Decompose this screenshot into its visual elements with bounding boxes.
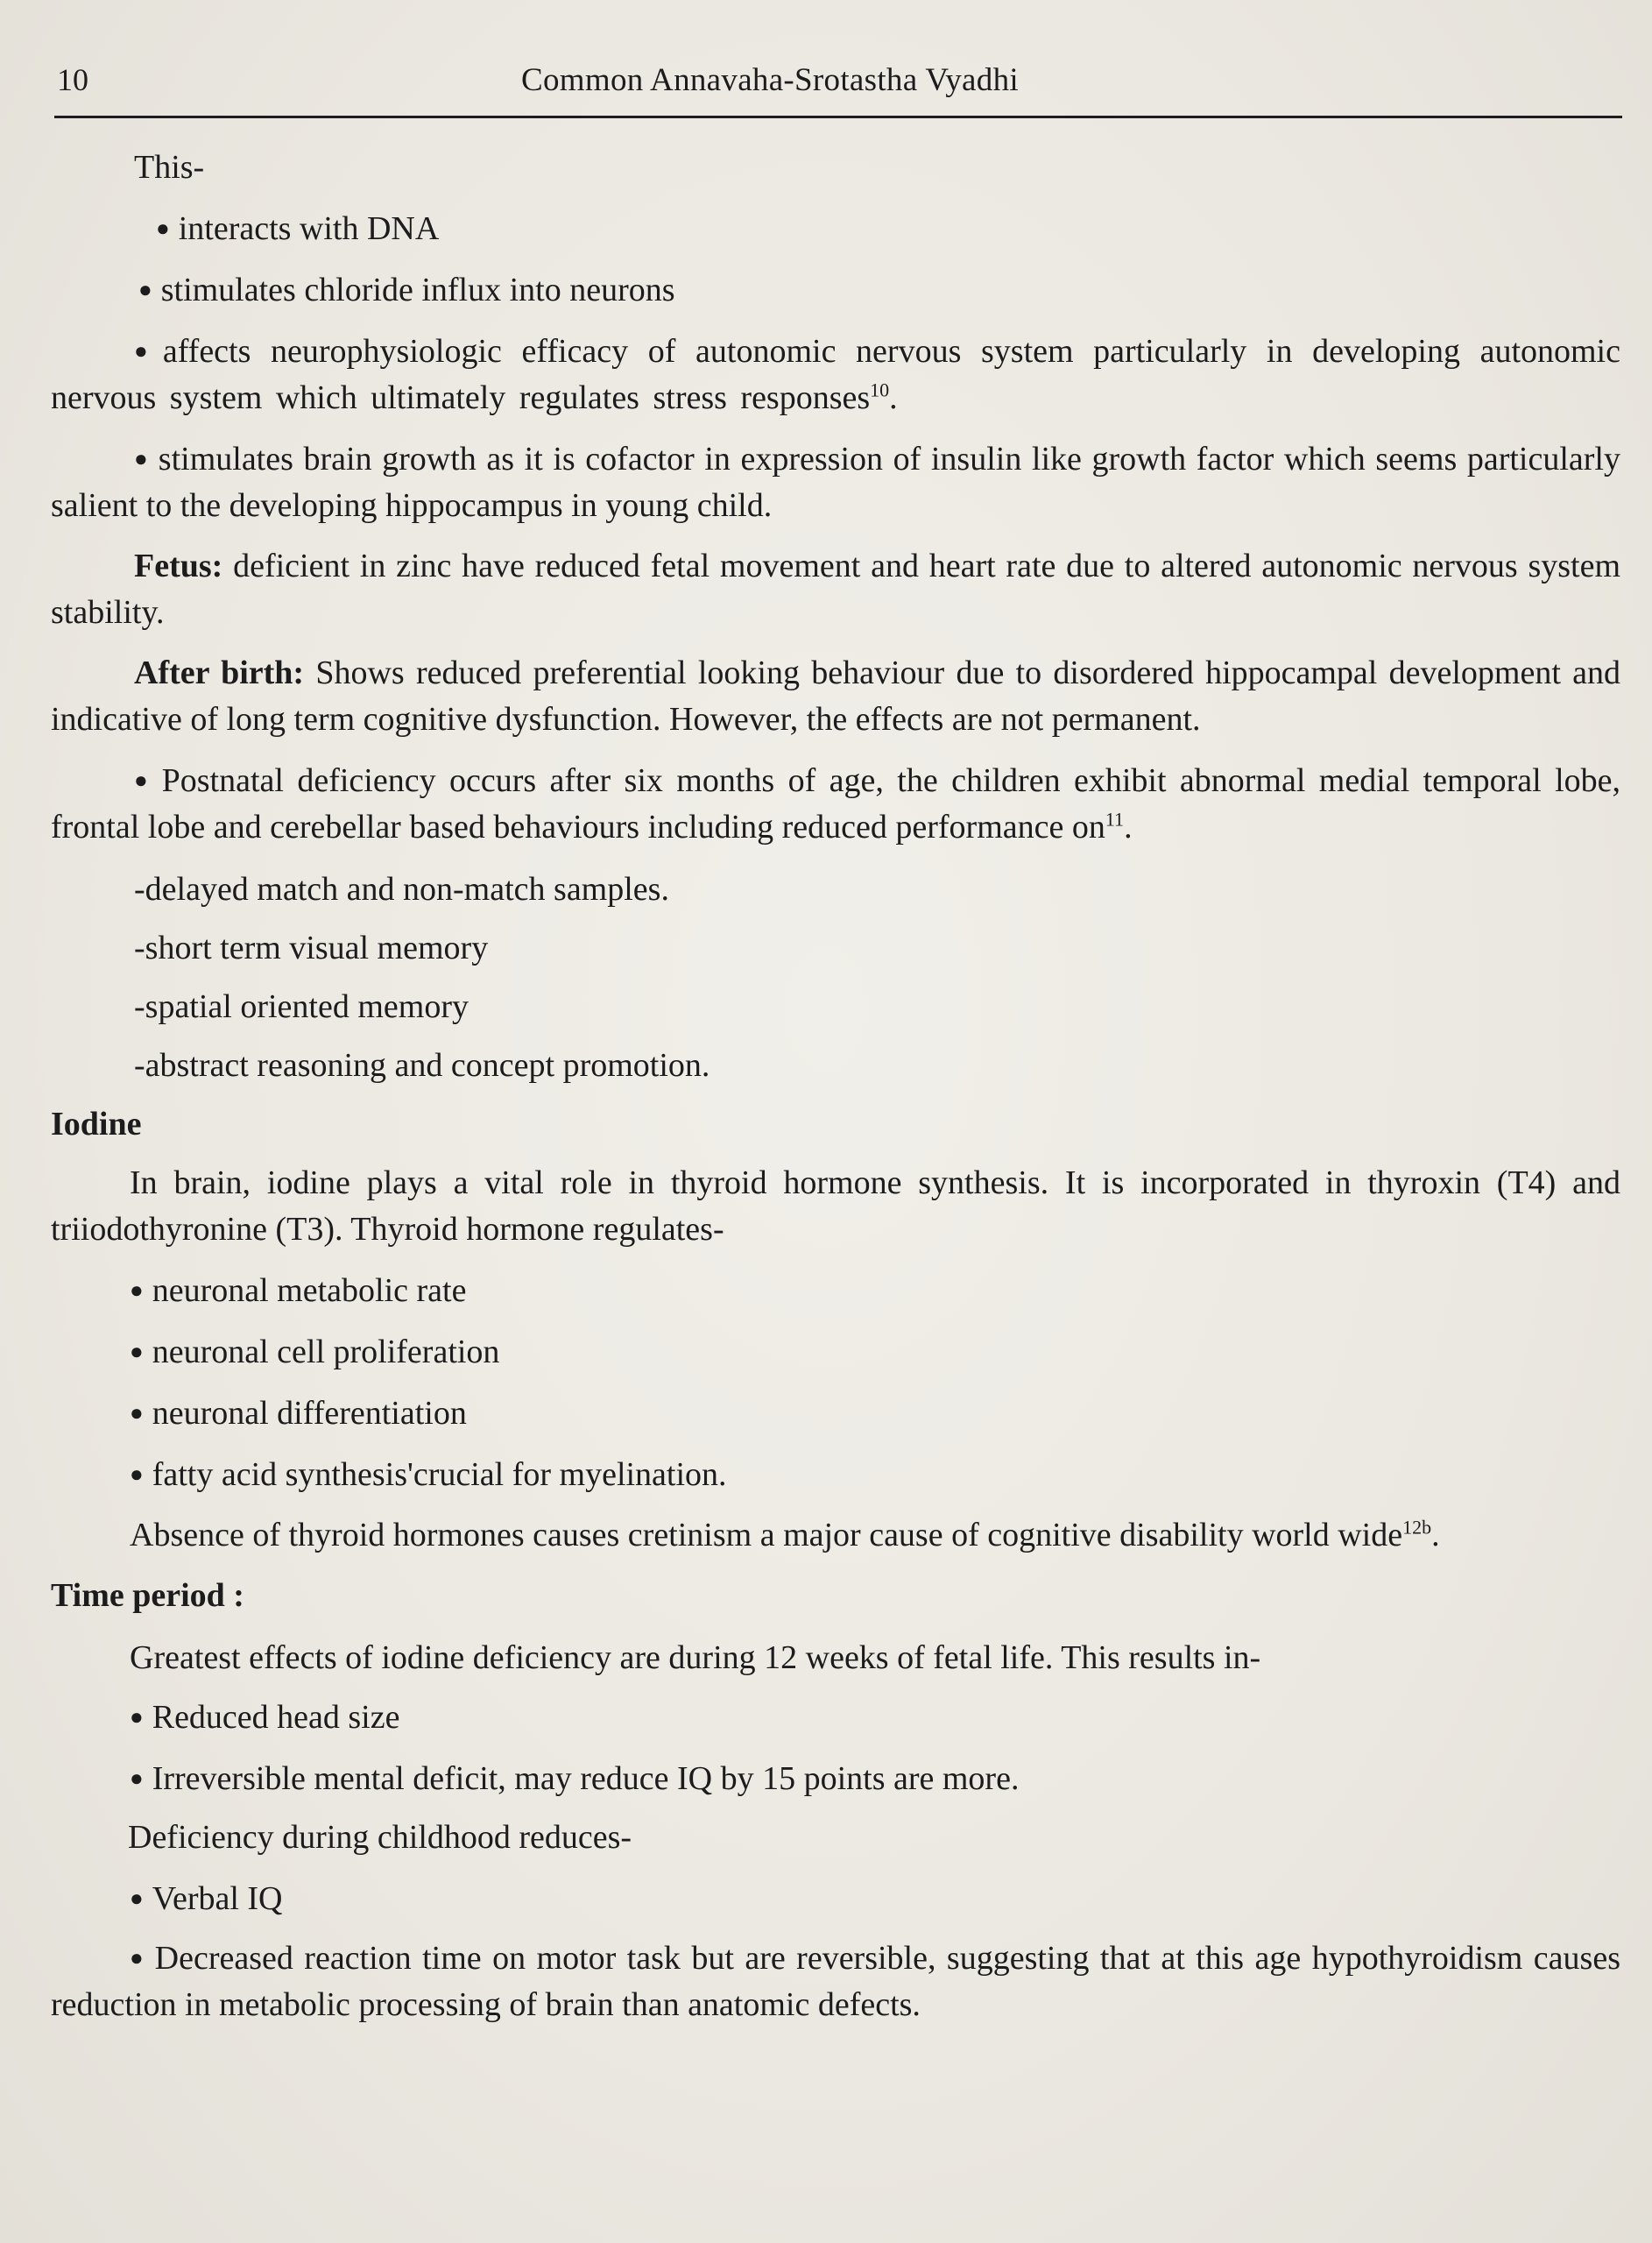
bullet-text: stimulates chloride influx into neurons bbox=[160, 272, 675, 308]
reference-end: . bbox=[889, 379, 898, 416]
reference-end: . bbox=[1124, 809, 1133, 846]
zinc-bullet-3 bbox=[51, 328, 1620, 421]
zinc-bullet-4 bbox=[51, 435, 1620, 529]
childhood-bullet-1 bbox=[51, 1875, 1620, 1922]
bullet-text: interacts with DNA bbox=[178, 210, 440, 247]
postnatal-item-4: -abstract reasoning and concept promotion. bbox=[134, 1047, 710, 1084]
page-body bbox=[51, 145, 1620, 2028]
reference-end: . bbox=[1431, 1517, 1440, 1553]
time-period-bullet-1 bbox=[51, 1694, 1620, 1741]
time-period-intro: Greatest effects of iodine deficiency are during 12 weeks of fetal life. This results in- bbox=[130, 1639, 1261, 1676]
postnatal-paragraph bbox=[51, 757, 1620, 851]
iodine-bullet-1 bbox=[51, 1267, 1620, 1314]
postnatal-item-2: -short term visual memory bbox=[134, 930, 489, 966]
after-birth-label: After birth: bbox=[134, 655, 305, 691]
reference-marker: 12b bbox=[1402, 1516, 1432, 1539]
fetus-paragraph bbox=[51, 543, 1620, 636]
bullet-text: affects neurophysiologic efficacy of autonomic nervous system particularly in developing autonomic nervous system which ultimately regulates stress responses bbox=[51, 333, 1620, 416]
bullet-text: Decreased reaction time on motor task but are reversible, suggesting that at this age hypothyroidism causes reduction in metabolic processing of brain than anatomic defects. bbox=[51, 1940, 1620, 2023]
bullet-text: neuronal differentiation bbox=[152, 1395, 467, 1432]
time-period-heading: Time period : bbox=[51, 1577, 244, 1614]
bullet-text: stimulates brain growth as it is cofactor in expression of insulin like growth factor which seems particularly salient to the developing hippocampus in young child. bbox=[51, 441, 1620, 524]
bullet-text: Reduced head size bbox=[152, 1699, 400, 1736]
zinc-intro: This- bbox=[134, 149, 205, 186]
page-number: 10 bbox=[57, 62, 88, 97]
after-birth-paragraph bbox=[51, 650, 1620, 743]
postnatal-text: Postnatal deficiency occurs after six months of age, the children exhibit abnormal medial temporal lobe, frontal lobe and cerebellar based behaviours including reduced performance on bbox=[51, 762, 1620, 846]
fetus-text: deficient in zinc have reduced fetal movement and heart rate due to altered autonomic nervous system stability. bbox=[51, 548, 1621, 631]
iodine-bullet-2 bbox=[51, 1328, 1620, 1376]
bullet-text: neuronal metabolic rate bbox=[152, 1272, 467, 1309]
absence-paragraph bbox=[51, 1512, 1620, 1559]
time-period-bullet-2 bbox=[51, 1755, 1620, 1802]
header-rule bbox=[54, 116, 1622, 118]
bullet-text: neuronal cell proliferation bbox=[152, 1334, 500, 1370]
reference-marker: 10 bbox=[870, 379, 890, 401]
postnatal-item-1: -delayed match and non-match samples. bbox=[134, 871, 669, 908]
bullet-text: Verbal IQ bbox=[152, 1880, 283, 1917]
after-birth-text: Shows reduced preferential looking behaviour due to disordered hippocampal development and indicative of long term cognitive dysfunction. However, the effects are not permanent. bbox=[51, 655, 1621, 738]
postnatal-item-3: -spatial oriented memory bbox=[134, 988, 469, 1025]
page-header bbox=[57, 61, 1625, 114]
fetus-label: Fetus: bbox=[134, 548, 223, 584]
zinc-bullet-2 bbox=[51, 266, 1620, 314]
absence-text: Absence of thyroid hormones causes cretinism a major cause of cognitive disability world wide bbox=[130, 1517, 1403, 1553]
iodine-bullet-3 bbox=[51, 1390, 1620, 1437]
iodine-intro: In brain, iodine plays a vital role in thyroid hormone synthesis. It is incorporated in thyroxin (T4) and triiodothyronine (T3). Thyroid hormone regulates- bbox=[51, 1164, 1620, 1248]
bullet-text: Irreversible mental deficit, may reduce IQ by 15 points are more. bbox=[152, 1760, 1020, 1797]
reference-marker: 11 bbox=[1105, 808, 1125, 831]
childhood-bullet-2 bbox=[51, 1935, 1620, 2028]
childhood-intro: Deficiency during childhood reduces- bbox=[128, 1819, 632, 1856]
zinc-bullet-1 bbox=[51, 205, 1620, 252]
iodine-bullet-4 bbox=[51, 1451, 1620, 1498]
iodine-heading: Iodine bbox=[51, 1106, 142, 1143]
bullet-text: fatty acid synthesis'crucial for myelination. bbox=[152, 1456, 727, 1493]
running-title: Common Annavaha-Srotastha Vyadhi bbox=[521, 62, 1019, 98]
